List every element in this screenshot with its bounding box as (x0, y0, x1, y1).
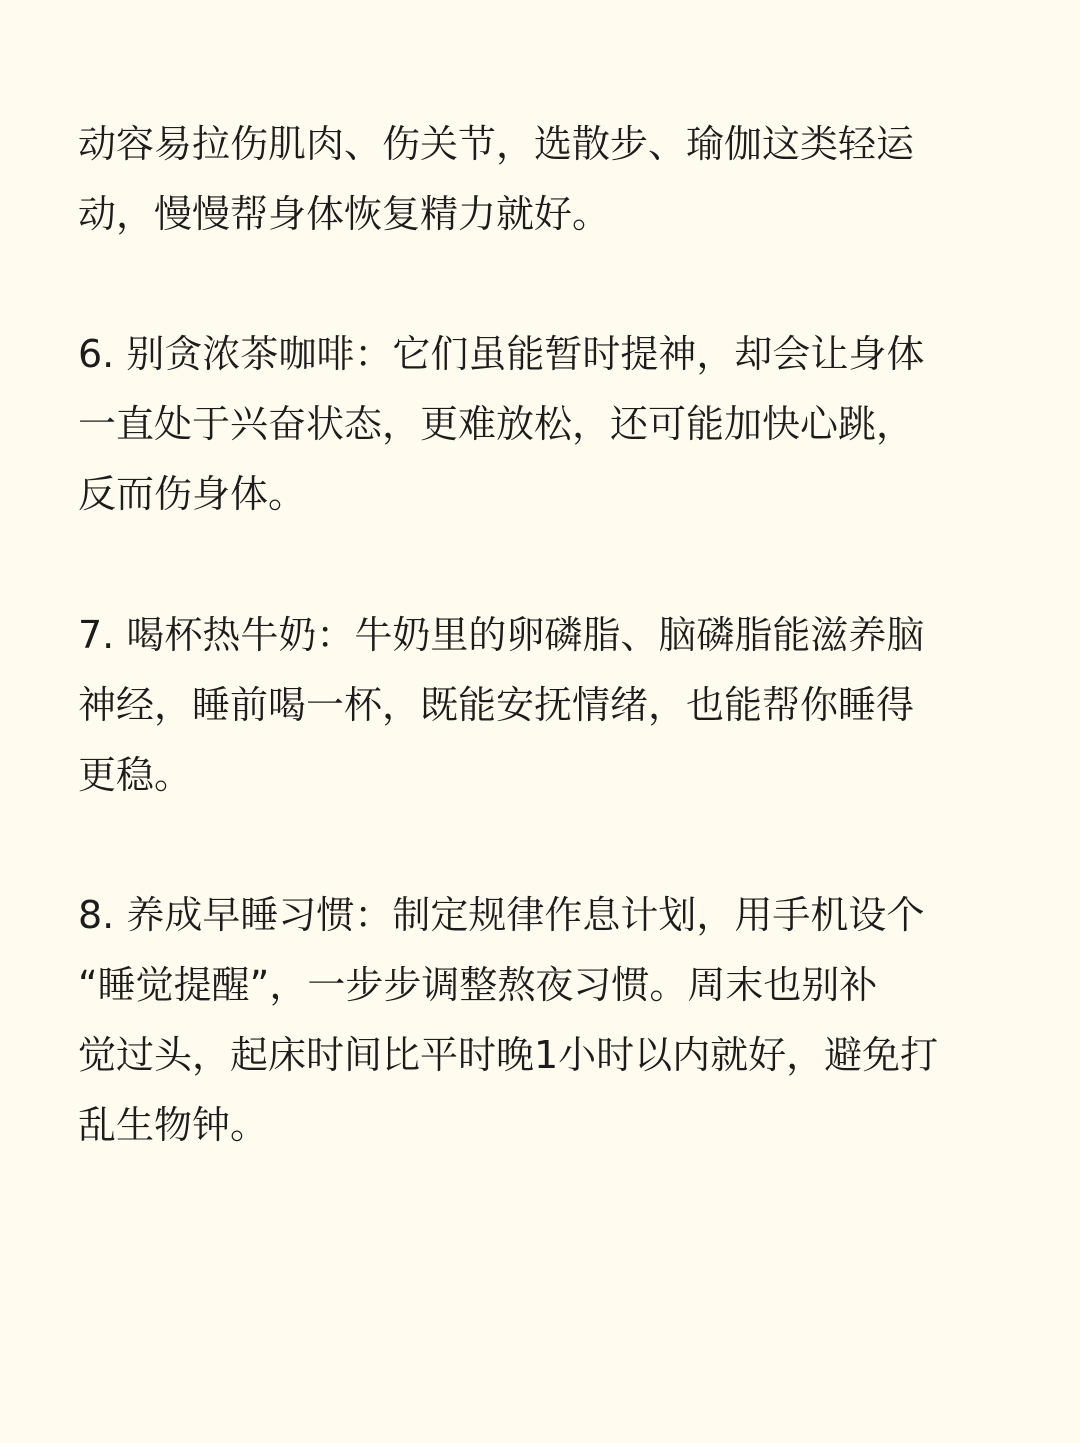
text-line: 动，慢慢帮身体恢复精力就好。 (78, 192, 611, 236)
text-line: 反而伤身体。 (78, 472, 307, 516)
text-line: “睡觉提醒”，一步步调整熬夜习惯。周末也别补 (78, 963, 878, 1007)
text-line: 7. 喝杯热牛奶：牛奶里的卵磷脂、脑磷脂能滋养脑 (78, 613, 925, 657)
text-line: 乱生物钟。 (78, 1103, 269, 1147)
text-line: 动容易拉伤肌肉、伤关节，选散步、瑜伽这类轻运 (78, 122, 915, 166)
paragraph-tip-7-warm-milk (78, 600, 1008, 810)
text-line: 觉过头，起床时间比平时晚1小时以内就好，避免打 (78, 1033, 939, 1077)
text-line: 更稳。 (78, 753, 193, 797)
paragraph-tip-6-tea-coffee (78, 319, 1008, 529)
text-line: 8. 养成早睡习惯：制定规律作息计划，用手机设个 (78, 893, 925, 937)
paragraph-exercise-continuation (78, 109, 1008, 249)
text-line: 6. 别贪浓茶咖啡：它们虽能暂时提神，却会让身体 (78, 332, 925, 376)
text-line: 神经，睡前喝一杯，既能安抚情绪，也能帮你睡得 (78, 683, 915, 727)
text-line: 一直处于兴奋状态，更难放松，还可能加快心跳， (78, 402, 915, 446)
paragraph-tip-8-early-sleep (78, 880, 1008, 1160)
